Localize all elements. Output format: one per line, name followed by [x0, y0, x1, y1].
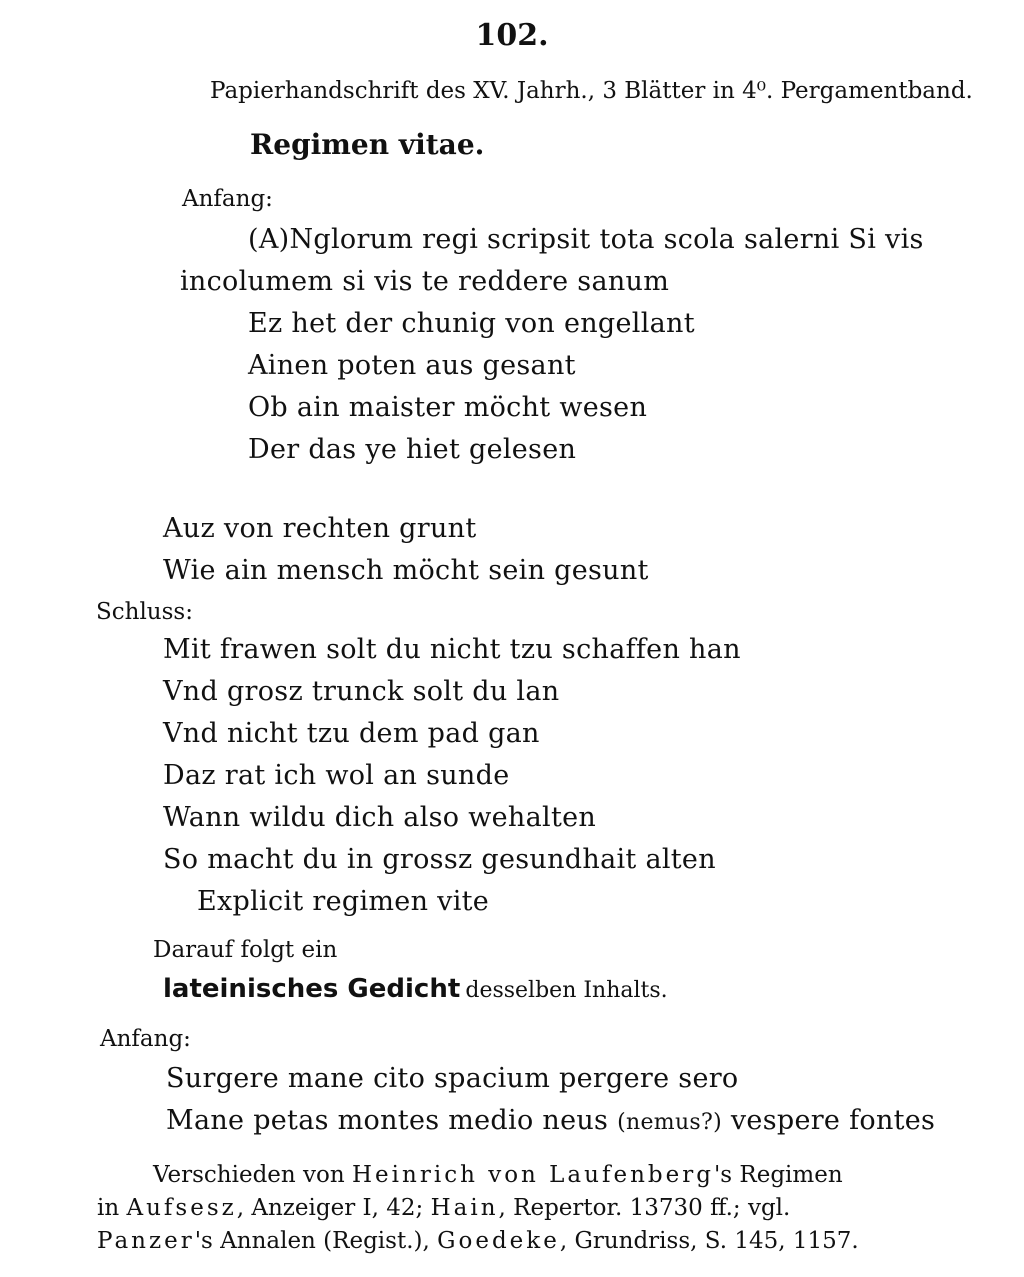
schluss-label: Schluss: [96, 599, 193, 625]
opening-verse-1: Ez het der chunig von engellant [248, 308, 695, 339]
latin-poem-line [163, 974, 668, 1004]
reference-panzer: Panzer [97, 1228, 195, 1254]
latin-poem-rest: desselben Inhalts. [465, 978, 668, 1003]
footnote-line-2 [97, 1195, 790, 1221]
latin-verse-2-a: Mane petas montes medio neus [166, 1105, 609, 1136]
latin-verse-2-note: (nemus?) [617, 1110, 722, 1135]
closing-verse-2: Vnd grosz trunck solt du lan [163, 676, 560, 707]
closing-verse-6: So macht du in grossz gesundhait alten [163, 844, 716, 875]
footnote-text: , Repertor. 13730 ff.; vgl. [498, 1195, 791, 1221]
closing-verse-1: Mit frawen solt du nicht tzu schaffen han [163, 634, 741, 665]
footnote-text: 's Annalen (Regist.), [194, 1228, 430, 1254]
reference-goedeke: Goedeke [437, 1228, 560, 1254]
closing-verse-4: Daz rat ich wol an sunde [163, 760, 510, 791]
latin-verse-2-b: vespere fontes [730, 1105, 936, 1136]
footnote-text: , Anzeiger I, 42; [236, 1195, 424, 1221]
closing-verse-5: Wann wildu dich also wehalten [163, 802, 597, 833]
reference-hain: Hain [430, 1195, 499, 1221]
reference-aufsesz: Aufsesz [126, 1195, 237, 1221]
anfang-label-2: Anfang: [100, 1026, 191, 1052]
section-title: Regimen vitae. [250, 128, 485, 161]
opening-verse-5: Auz von rechten grunt [163, 513, 477, 544]
opening-verse-3: Ob ain maister möcht wesen [248, 392, 648, 423]
latin-verse-1: Surgere mane cito spacium pergere sero [166, 1063, 739, 1094]
closing-verse-3: Vnd nicht tzu dem pad gan [163, 718, 540, 749]
footnote-text: Verschieden von [153, 1162, 345, 1188]
latin-opening-line-2: incolumem si vis te reddere sanum [180, 266, 670, 297]
manuscript-description: Papierhandschrift des XV. Jahrh., 3 Blätter in 4⁰. Pergamentband. [210, 78, 973, 104]
opening-verse-2: Ainen poten aus gesant [248, 350, 576, 381]
latin-poem-bold: lateinisches Gedicht [163, 974, 461, 1004]
footnote-text: in [97, 1195, 120, 1221]
page-number: 102. [475, 18, 549, 53]
footnote-text: 's Regimen [713, 1162, 843, 1188]
explicit-line: Explicit regimen vite [197, 886, 490, 917]
latin-verse-2 [166, 1105, 935, 1136]
footnote-line-1 [153, 1162, 843, 1188]
latin-opening-line-1: (A)Nglorum regi scripsit tota scola salerni Si vis [248, 224, 924, 255]
footnote-text: , Grundriss, S. 145, 1157. [559, 1228, 859, 1254]
author-name: Heinrich von Laufenberg [352, 1162, 714, 1188]
darauf-line: Darauf folgt ein [153, 937, 338, 963]
opening-verse-4: Der das ye hiet gelesen [248, 434, 577, 465]
anfang-label: Anfang: [182, 186, 273, 212]
opening-verse-6: Wie ain mensch möcht sein gesunt [163, 555, 649, 586]
footnote-line-3 [97, 1228, 859, 1254]
